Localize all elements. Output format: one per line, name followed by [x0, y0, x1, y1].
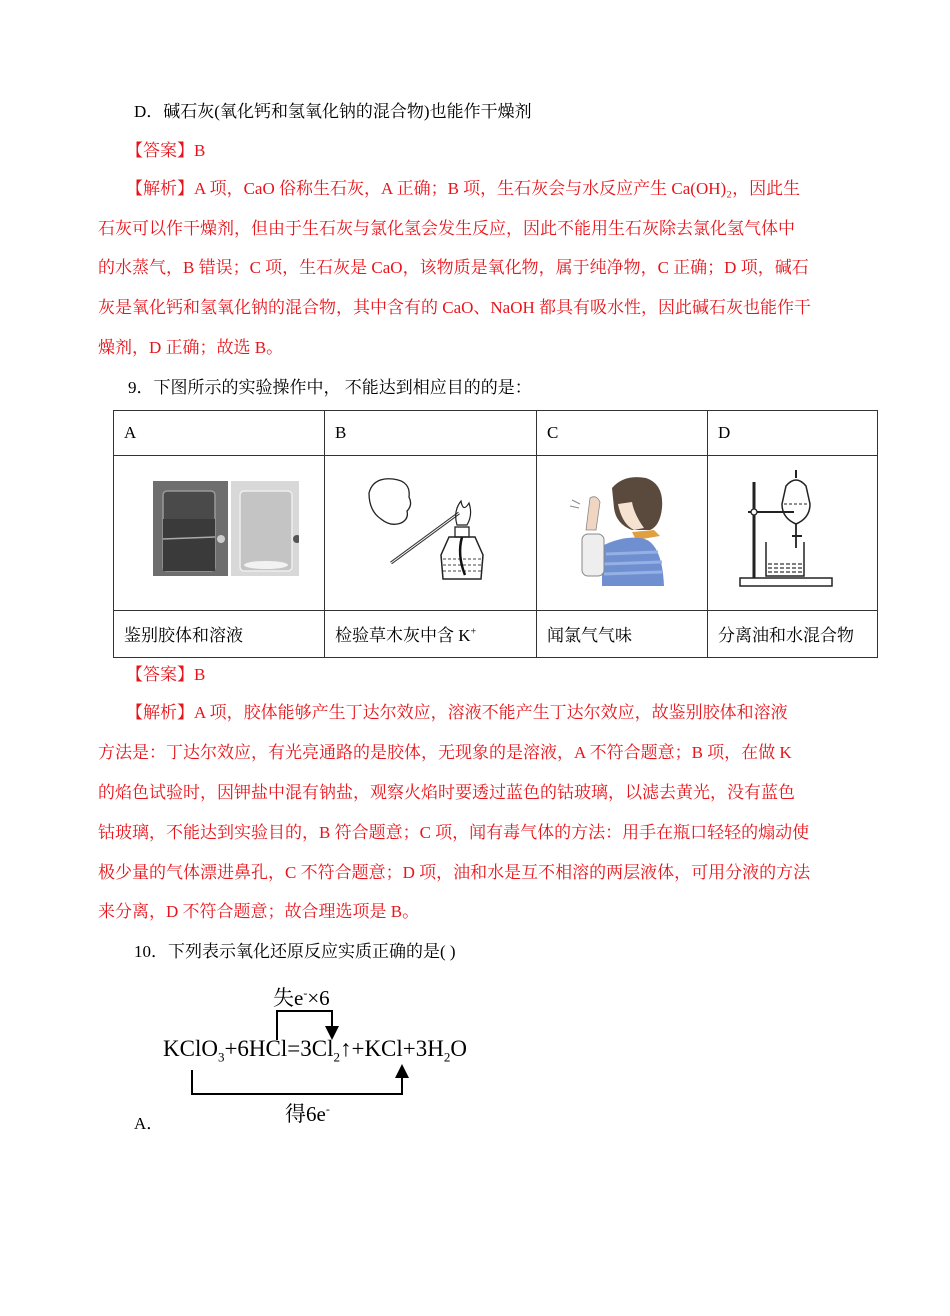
answer-label: 【答案】	[126, 665, 194, 684]
electron-loss-label: 失e-×6	[273, 986, 330, 1010]
q8-analysis-line-3: 的水蒸气，B 错误；C 项，生石灰是 CaO，该物质是氧化物，属于纯净物，C 正确；D 项，碱石	[98, 258, 809, 277]
q9-analysis-line-1: 【解析】A 项，胶体能够产生丁达尔效应，溶液不能产生丁达尔效应，故鉴别胶体和溶液	[126, 703, 788, 722]
q8-analysis-line-5: 燥剂，D 正确；故选 B。	[98, 338, 284, 357]
q9-analysis-line-5: 极少量的气体漂进鼻孔，C 不符合题意；D 项，油和水是互不相溶的两层液体，可用分液的方法	[98, 863, 811, 882]
reaction-equation: $KClO_3+6HCl=3Cl_2↑+KCl+3H_2O$	[163, 1036, 467, 1065]
caption-b-superscript: +	[470, 626, 477, 638]
q10-option-a-label: A．	[134, 1114, 164, 1133]
header-d: D	[708, 411, 878, 456]
answer-value: B	[194, 665, 206, 684]
q9-analysis-line-3: 的焰色试验时，因钾盐中混有钠盐，观察火焰时要透过蓝色的钴玻璃，以滤去黄光，没有蓝色	[98, 783, 795, 802]
caption-c: 闻氯气气味	[537, 610, 708, 657]
q8-analysis-line-4: 灰是氧化钙和氢氧化钠的混合物，其中含有的 CaO、NaOH 都具有吸水性，因此碱石灰也能作干	[98, 298, 812, 317]
q8-analysis-line-2: 石灰可以作干燥剂，但由于生石灰与氯化氢会发生反应，因此不能用生石灰除去氯化氢气体中	[98, 219, 795, 238]
q9-analysis-line-2: 方法是：丁达尔效应，有光亮通路的是胶体，无现象的是溶液，A 不符合题意；B 项，在做 K	[98, 743, 792, 762]
q8-analysis-line-1: 【解析】A 项，CaO 俗称生石灰，A 正确；B 项，生石灰会与水反应产生 Ca(OH)₂，因此生	[126, 179, 801, 198]
q9-analysis-line-6: 来分离，D 不符合题意；故合理选项是 B。	[98, 902, 420, 921]
header-a: A	[114, 411, 325, 456]
caption-d: 分离油和水混合物	[708, 610, 878, 657]
electron-gain-label: 得6e-	[285, 1102, 330, 1126]
header-b: B	[325, 411, 537, 456]
caption-a: 鉴别胶体和溶液	[114, 610, 325, 657]
q9-analysis-line-4: 钴玻璃，不能达到实验目的，B 符合题意；C 项，闻有毒气体的方法：用手在瓶口轻轻的煽动使	[98, 823, 810, 842]
header-c: C	[537, 411, 708, 456]
answer-value: B	[194, 141, 206, 160]
q8-option-d: D．碱石灰(氧化钙和氢氧化钠的混合物)也能作干燥剂	[134, 102, 532, 121]
answer-label: 【答案】	[126, 141, 194, 160]
caption-b-text: 检验草木灰中含 K	[335, 626, 471, 646]
q10-stem: 10．下列表示氧化还原反应实质正确的是( )	[134, 942, 456, 961]
q9-stem: 9．下图所示的实验操作中， 不能达到相应目的的是：	[128, 378, 532, 397]
